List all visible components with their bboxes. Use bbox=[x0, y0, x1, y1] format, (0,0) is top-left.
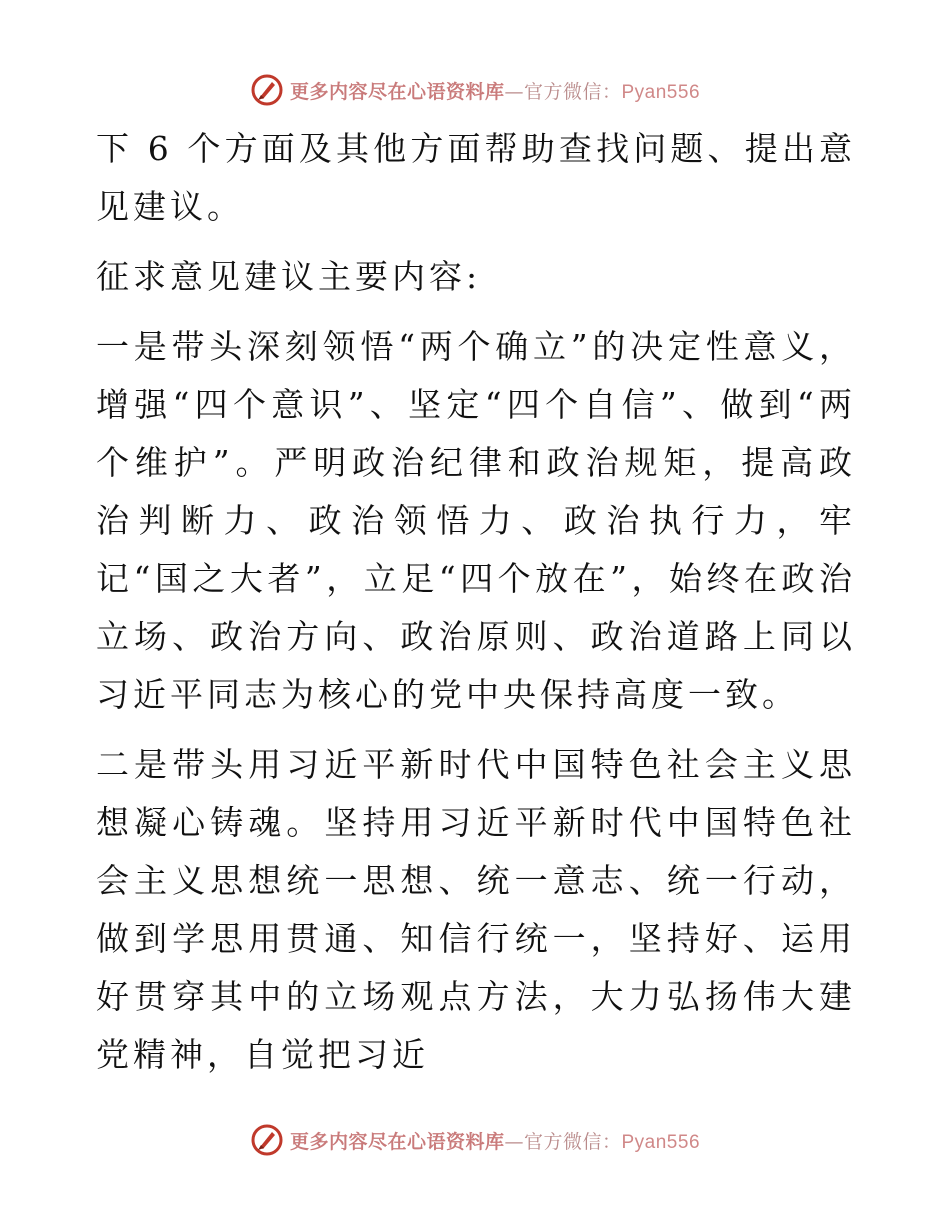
footer-banner-sep: —官方微信： bbox=[504, 1130, 622, 1153]
header-banner-sep: —官方微信： bbox=[504, 80, 622, 103]
paragraph-1: 下 6 个方面及其他方面帮助查找问题、提出意见建议。 bbox=[96, 129, 856, 226]
footer-banner-text bbox=[290, 1127, 700, 1154]
footer-banner-id: Pyan556 bbox=[621, 1131, 701, 1153]
footer-banner-main: 更多内容尽在心语资料库 bbox=[289, 1130, 505, 1153]
seal-logo-icon bbox=[250, 1123, 284, 1157]
paragraph-4: 二是带头用习近平新时代中国特色社会主义思想凝心铸魂。坚持用习近平新时代中国特色社会主义思想统一思想、统一意志、统一行动，做到学思用贯通、知信行统一，坚持好、运用好贯穿其中的立场观点方法，大力弘扬伟大建党精神，自觉把习近 bbox=[96, 745, 856, 1074]
header-banner-text bbox=[290, 77, 700, 104]
paragraph-2: 征求意见建议主要内容: bbox=[96, 257, 482, 296]
document-body bbox=[96, 120, 856, 1084]
header-banner-main: 更多内容尽在心语资料库 bbox=[289, 80, 505, 103]
paragraph-3: 一是带头深刻领悟“两个确立”的决定性意义，增强“四个意识”、坚定“四个自信”、做到“两个维护”。严明政治纪律和政治规矩，提高政治判断力、政治领悟力、政治执行力，牢记“国之大者”，立足“四个放在”，始终在政治立场、政治方向、政治原则、政治道路上同以习近平同志为核心的党中央保持高度一致。 bbox=[96, 327, 856, 714]
footer-banner bbox=[0, 1120, 950, 1160]
header-banner bbox=[0, 70, 950, 110]
header-banner-id: Pyan556 bbox=[621, 81, 701, 103]
seal-logo-icon bbox=[250, 73, 284, 107]
